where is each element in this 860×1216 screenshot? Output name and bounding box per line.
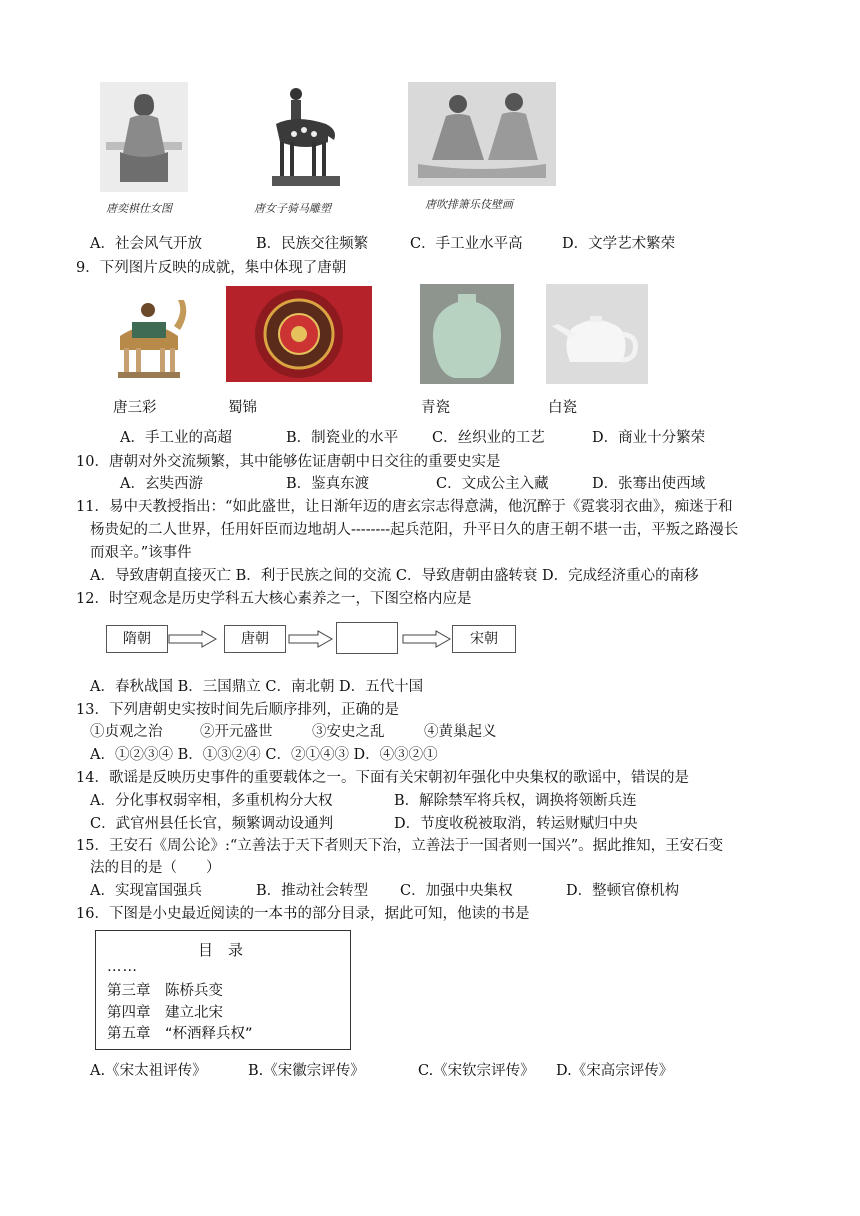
mural-panpipe-musicians [408,82,556,186]
q8-option-a[interactable]: A．社会风气开放 [90,236,202,252]
q9-option-b[interactable]: B．制瓷业的水平 [286,430,399,446]
flow-arrow-1 [168,630,218,648]
q13-stem: 13．下列唐朝史实按时间先后顺序排列，正确的是 [76,702,399,718]
caption-tang-sancai: 唐三彩 [113,400,157,416]
toc-ellipsis: …… [107,959,138,975]
flow-box-song: 宋朝 [452,625,516,653]
painting-weiqi-ladies [100,82,188,192]
q15-option-d[interactable]: D．整顿官僚机构 [566,883,680,899]
flow-box-sui: 隋朝 [106,625,168,653]
q10-option-d[interactable]: D．张骞出使西域 [592,476,706,492]
q8-option-c[interactable]: C．手工业水平高 [410,236,523,252]
q15-option-a[interactable]: A．实现富国强兵 [90,883,202,899]
q9-option-d[interactable]: D．商业十分繁荣 [592,430,706,446]
sculpture-female-rider [262,80,352,192]
q15-stem-line-2: 法的目的是（ ） [90,860,221,876]
q15-option-c[interactable]: C．加强中央集权 [400,883,513,899]
q10-stem: 10．唐朝对外交流频繁，其中能够佐证唐朝中日交往的重要史实是 [76,454,501,470]
q16-option-d[interactable]: D.《宋高宗评传》 [556,1063,674,1079]
q14-option-b[interactable]: B．解除禁军将兵权，调换将领断兵连 [394,793,637,809]
image-shu-brocade [226,286,372,382]
q8-option-b[interactable]: B．民族交往频繁 [256,236,369,252]
caption-shu-brocade: 蜀锦 [228,400,257,416]
q11-stem-line-2: 杨贵妃的二人世界，任用奸臣而边地胡人--------起兵范阳，升平日久的唐王朝不堪一击，平叛之路漫长 [90,522,739,538]
q15-stem-line-1: 15．王安石《周公论》:“立善法于天下者则天下治，立善法于一国者则一国兴”。据此推知，王安石变 [76,838,724,854]
q12-stem: 12．时空观念是历史学科五大核心素养之一，下图空格内应是 [76,591,472,607]
q13-item-1: ①贞观之治 [90,724,163,740]
q14-stem: 14．歌谣是反映历史事件的重要载体之一。下面有关宋朝初年强化中央集权的歌谣中，错误的是 [76,770,689,786]
toc-title: 目 录 [198,941,244,959]
caption-panpipe-musicians: 唐吹排箫乐伎壁画 [425,198,513,211]
q10-option-b[interactable]: B．鉴真东渡 [286,476,370,492]
q9-option-c[interactable]: C．丝织业的工艺 [432,430,545,446]
q8-option-d[interactable]: D．文学艺术繁荣 [562,236,676,252]
q11-options[interactable]: A．导致唐朝直接灭亡 B．利于民族之间的交流 C．导致唐朝由盛转衰 D．完成经济重心的南移 [90,568,699,584]
q13-options[interactable]: A．①②③④ B．①③②④ C．②①④③ D．④③②① [90,747,438,763]
q14-option-c[interactable]: C．武官州县任长官，频繁调动设通判 [90,816,334,832]
q14-option-d[interactable]: D．节度收税被取消，转运财赋归中央 [394,816,638,832]
q11-stem-line-3: 而艰辛。”该事件 [90,545,192,561]
image-tang-sancai [110,286,190,382]
q16-option-c[interactable]: C.《宋钦宗评传》 [418,1063,535,1079]
caption-celadon: 青瓷 [421,400,450,416]
flow-box-blank [336,622,398,654]
flow-arrow-3 [402,630,452,648]
q16-option-b[interactable]: B.《宋徽宗评传》 [248,1063,365,1079]
image-celadon [420,284,514,384]
toc-chapter-3: 第三章 陈桥兵变 [107,983,223,999]
flow-box-tang: 唐朝 [224,625,286,653]
q9-option-a[interactable]: A．手工业的高超 [120,430,232,446]
q16-option-a[interactable]: A.《宋太祖评传》 [90,1063,207,1079]
toc-chapter-5: 第五章 “杯酒释兵权” [107,1026,253,1042]
q10-option-c[interactable]: C．文成公主入藏 [436,476,549,492]
image-white-porcelain [546,284,648,384]
q14-option-a[interactable]: A．分化事权弱宰相，多重机构分大权 [90,793,333,809]
q13-item-4: ④黄巢起义 [424,724,497,740]
caption-female-rider: 唐女子骑马雕塑 [254,202,331,215]
q10-option-a[interactable]: A．玄奘西游 [120,476,203,492]
caption-weiqi-ladies: 唐奕棋仕女图 [106,202,172,215]
table-of-contents [95,930,351,1050]
q11-stem-line-1: 11．易中天教授指出：“如此盛世，让日渐年迈的唐玄宗志得意满，他沉醉于《霓裳羽衣曲》，痴迷于和 [76,499,733,515]
q16-stem: 16．下图是小史最近阅读的一本书的部分目录，据此可知，他读的书是 [76,906,530,922]
q12-options[interactable]: A．春秋战国 B．三国鼎立 C．南北朝 D．五代十国 [90,679,424,695]
toc-chapter-4: 第四章 建立北宋 [107,1005,223,1021]
flow-arrow-2 [288,630,334,648]
q13-item-2: ②开元盛世 [200,724,273,740]
q15-option-b[interactable]: B．推动社会转型 [256,883,369,899]
q9-stem: 9．下列图片反映的成就，集中体现了唐朝 [76,260,347,276]
q13-item-3: ③安史之乱 [312,724,385,740]
caption-white-porcelain: 白瓷 [548,400,577,416]
